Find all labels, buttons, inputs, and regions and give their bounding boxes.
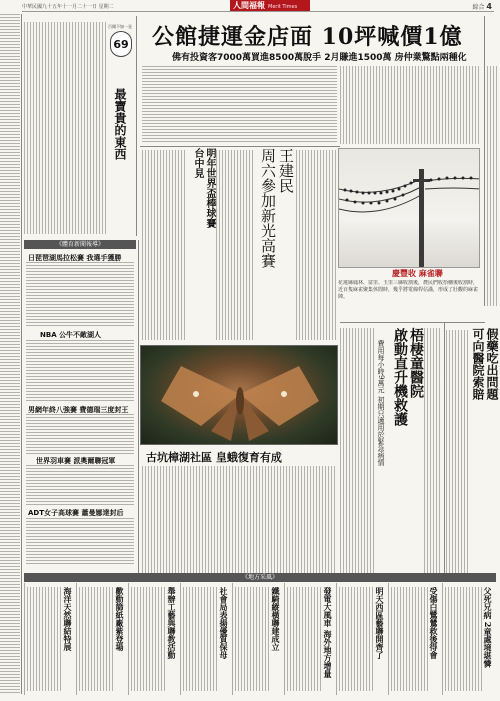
moth-photo-image <box>141 346 338 445</box>
sports-item-5-title: ADT女子高球賽 蕭曼娜達封后 <box>28 509 124 517</box>
column-rule <box>136 16 137 236</box>
left-margin-text <box>0 14 20 694</box>
story4-title: 古坑樟湖社區 皇蛾復育有成 <box>146 451 282 464</box>
local-item-4 <box>180 583 232 695</box>
column-title: 最寶貴的東西 <box>113 88 127 160</box>
local-section-bar: 《地方采風》 <box>24 573 496 582</box>
local-item-4-title: 社會局表揚優質保母 <box>219 587 229 659</box>
local-item-7 <box>388 583 442 695</box>
local-item-2 <box>76 583 128 695</box>
sparrows-caption: 花蓮縣鳳林、富里、玉里三縣收割後，農民們收拾穗後收割時，近百隻麻雀聚集休閒時，幾乎將電線桿佔滿，形成了壯觀的麻雀陣。 <box>338 280 479 300</box>
local-item-5-title: 鐵騎縱橫聯建成立 <box>271 587 281 651</box>
main-headline: 公館捷運金店面 10坪喊價1億 <box>152 24 463 50</box>
local-item-8 <box>442 583 496 695</box>
local-item-8-title: 父死兄病 2童處境堪憐 <box>483 587 493 668</box>
sports-item-4-body <box>26 465 134 505</box>
local-item-8-body <box>445 587 482 691</box>
right-edge-text <box>487 66 499 306</box>
story2-body-a <box>142 150 186 340</box>
sports-item-2-body <box>26 340 134 402</box>
local-item-1-body <box>27 587 62 691</box>
local-item-3-body <box>131 587 166 691</box>
story3-rule <box>340 322 485 323</box>
story2-title-col2: 周六參加新光高賽 <box>259 148 277 268</box>
story2-rule <box>140 146 340 147</box>
story3-body-b <box>424 328 442 573</box>
sparrows-caption-title: 慶豐收 麻雀聯 <box>392 269 443 278</box>
sports-item-5-body <box>26 518 134 566</box>
story3-body-a <box>340 328 374 573</box>
page-number: 4 <box>486 2 492 11</box>
story2-sub-col2: 台中見 <box>192 148 203 178</box>
column-label: 百聞不如一見 <box>108 24 132 29</box>
local-item-7-body <box>391 587 428 691</box>
main-subhead: 佛有投資客7000萬買進8500萬脫手 2月賺進1500萬 房仲業驚點兩種化 <box>172 53 467 63</box>
local-item-6-body <box>339 587 374 691</box>
story5-body <box>446 330 468 574</box>
masthead-logo-sub: Merit Times <box>268 4 298 10</box>
local-item-7-title: 受傷白鷺鷥救後得會 <box>429 587 439 659</box>
sports-rule <box>138 240 139 576</box>
local-item-6 <box>336 583 388 695</box>
local-item-0-body <box>287 587 322 691</box>
header-date: 中華民國九十五年十一月二十一日 星期二 <box>22 4 114 10</box>
local-item-0-title: 發電大風車 海外地方增量 <box>323 587 333 678</box>
local-item-5 <box>232 583 284 695</box>
local-item-1-title: 海洋天然聯結特展 <box>63 587 73 651</box>
local-item-3 <box>128 583 180 695</box>
sports-item-2-title: NBA 公牛不敵湖人 <box>40 331 102 339</box>
left-rule <box>21 14 22 694</box>
moth-photo <box>140 345 338 445</box>
local-item-2-body <box>79 587 114 691</box>
column-body-text <box>24 22 106 234</box>
story5-title-col1: 假藥吃出問題 <box>485 328 499 400</box>
sparrows-photo-image <box>339 149 480 268</box>
story2-body-c <box>296 150 336 340</box>
story3-sub: 費用每小時9萬元 初期只適用於緊急病情 <box>377 340 385 466</box>
header-section <box>472 2 492 11</box>
sports-section-bar: 《體育新聞報導》 <box>24 240 136 249</box>
story3-title-col2: 啟動直升機救護 <box>392 328 408 426</box>
sports-item-1-body <box>26 262 134 326</box>
column-number-badge: 69 <box>110 31 132 57</box>
local-item-4-body <box>183 587 218 691</box>
section-name: 綜合 <box>472 4 485 11</box>
story5-rule <box>444 322 445 574</box>
local-item-3-title: 舉辦工藝與聯教活動 <box>167 587 177 659</box>
main-body-text-2 <box>340 66 480 144</box>
story4-body <box>142 466 337 574</box>
story2-title-col1: 王建民 <box>277 148 295 193</box>
header-rule <box>22 11 494 12</box>
sports-item-3-title: 男網年終八強賽 費德瑞三度封王 <box>28 406 129 414</box>
right-rule <box>484 16 485 306</box>
main-body-text <box>142 66 337 144</box>
local-item-1 <box>24 583 76 695</box>
sports-item-1-title: 日琵琶湖馬拉松賽 我選手獲勝 <box>28 254 122 262</box>
sports-item-3-body <box>26 414 134 454</box>
sports-item-4-title: 世界羽車賽 派奧爾聯冠軍 <box>36 457 116 465</box>
masthead-logo-text: 人間福報 <box>233 1 265 10</box>
story2-body-b <box>216 150 254 340</box>
story5-title-col2: 可向醫院索賠 <box>471 328 485 400</box>
local-item-5-body <box>235 587 270 691</box>
local-item-2-title: 歡動篩紙廠紫登場 <box>115 587 125 651</box>
story2-sub-col1: 明年世界盃棒球賽 <box>204 148 215 228</box>
story3-title-col1: 梧棲童醫院 <box>408 328 424 398</box>
local-item-6-title: 明天西區藝聯開齊了 <box>375 587 385 659</box>
local-item-0 <box>284 583 336 695</box>
sparrows-photo <box>338 148 480 268</box>
